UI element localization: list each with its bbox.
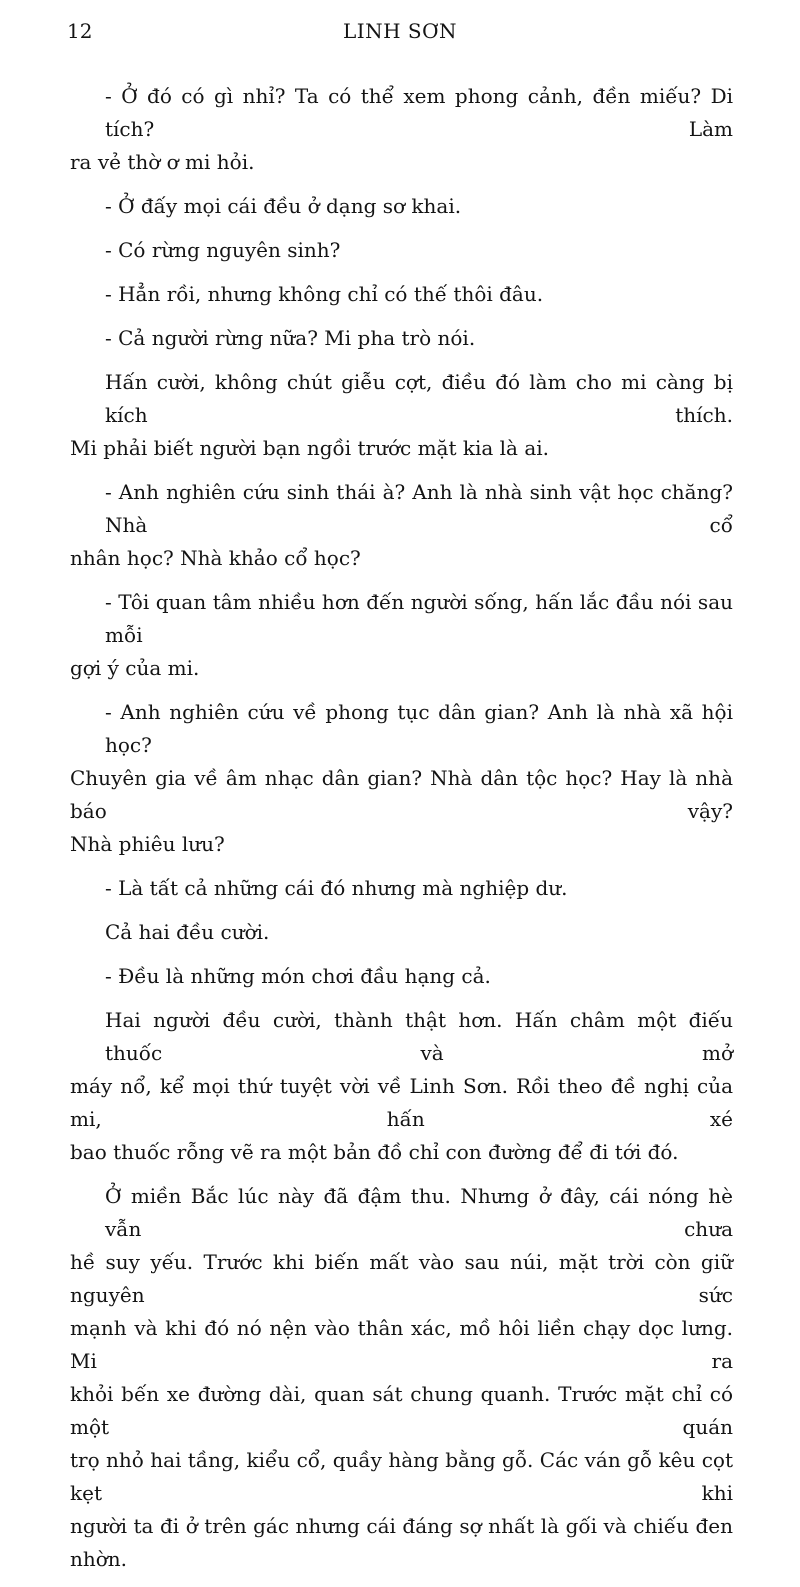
narrative-paragraph [70,366,733,465]
text-line: - Ở đấy mọi cái đều ở dạng sơ khai. [105,194,462,218]
dialogue-paragraph [105,190,733,223]
text-line: Hấn cười, không chút giễu cợt, điều đó làm cho mi càng bị kích thích. [105,370,733,427]
dialogue-paragraph [70,476,733,575]
body-text [70,80,733,1587]
text-line: - Cả người rừng nữa? Mi pha trò nói. [105,326,476,350]
dialogue-paragraph [105,960,733,993]
text-line: - Hẳn rồi, nhưng không chỉ có thế thôi đâu. [105,282,544,306]
narrative-paragraph [105,916,733,949]
text-line: người ta đi ở trên gác nhưng cái đáng sợ nhất là gối và chiếu đen nhờn. [70,1514,733,1571]
text-line: Chuyên gia về âm nhạc dân gian? Nhà dân tộc học? Hay là nhà báo vậy? [70,766,733,823]
text-line: - Có rừng nguyên sinh? [105,238,341,262]
text-line: Nhà phiêu lưu? [70,832,225,856]
text-line: bao thuốc rỗng vẽ ra một bản đồ chỉ con đường để đi tới đó. [70,1140,679,1164]
dialogue-paragraph [105,278,733,311]
text-line: - Đều là những món chơi đầu hạng cả. [105,964,491,988]
text-line: gợi ý của mi. [70,656,200,680]
narrative-paragraph [70,1180,733,1576]
dialogue-paragraph [105,322,733,355]
text-line: trọ nhỏ hai tầng, kiểu cổ, quầy hàng bằng gỗ. Các ván gỗ kêu cọt kẹt khi [70,1448,733,1505]
text-line: - Tôi quan tâm nhiều hơn đến người sống, hấn lắc đầu nói sau mỗi [105,590,733,647]
text-line: nhân học? Nhà khảo cổ học? [70,546,361,570]
text-line: khỏi bến xe đường dài, quan sát chung quanh. Trước mặt chỉ có một quán [70,1382,733,1439]
narrative-paragraph [70,1004,733,1169]
text-line: hề suy yếu. Trước khi biến mất vào sau núi, mặt trời còn giữ nguyên sức [70,1250,733,1307]
text-line: mạnh và khi đó nó nện vào thân xác, mồ hôi liền chạy dọc lưng. Mi ra [70,1316,733,1373]
text-line: Hai người đều cười, thành thật hơn. Hấn châm một điếu thuốc và mở [105,1008,733,1065]
dialogue-paragraph [105,234,733,267]
running-title: LINH SƠN [342,19,458,43]
text-line: máy nổ, kể mọi thứ tuyệt vời về Linh Sơn. Rồi theo đề nghị của mi, hấn xé [70,1074,733,1131]
text-line: - Anh nghiên cứu về phong tục dân gian? Anh là nhà xã hội học? [105,700,733,757]
text-line: - Anh nghiên cứu sinh thái à? Anh là nhà sinh vật học chăng? Nhà cổ [105,480,733,537]
text-line: Mi phải biết người bạn ngồi trước mặt kia là ai. [70,436,550,460]
dialogue-paragraph [70,696,733,861]
text-line: - Ở đó có gì nhỉ? Ta có thể xem phong cảnh, đền miếu? Di tích? Làm [105,84,733,141]
text-line: Ở miền Bắc lúc này đã đậm thu. Nhưng ở đây, cái nóng hè vẫn chưa [105,1184,733,1241]
text-line: - Là tất cả những cái đó nhưng mà nghiệp dư. [105,876,568,900]
dialogue-paragraph [70,586,733,685]
text-line: ra vẻ thờ ơ mi hỏi. [70,150,255,174]
dialogue-paragraph [70,80,733,179]
dialogue-paragraph [105,872,733,905]
text-line: Cả hai đều cười. [105,920,270,944]
page-number: 12 [67,19,93,43]
